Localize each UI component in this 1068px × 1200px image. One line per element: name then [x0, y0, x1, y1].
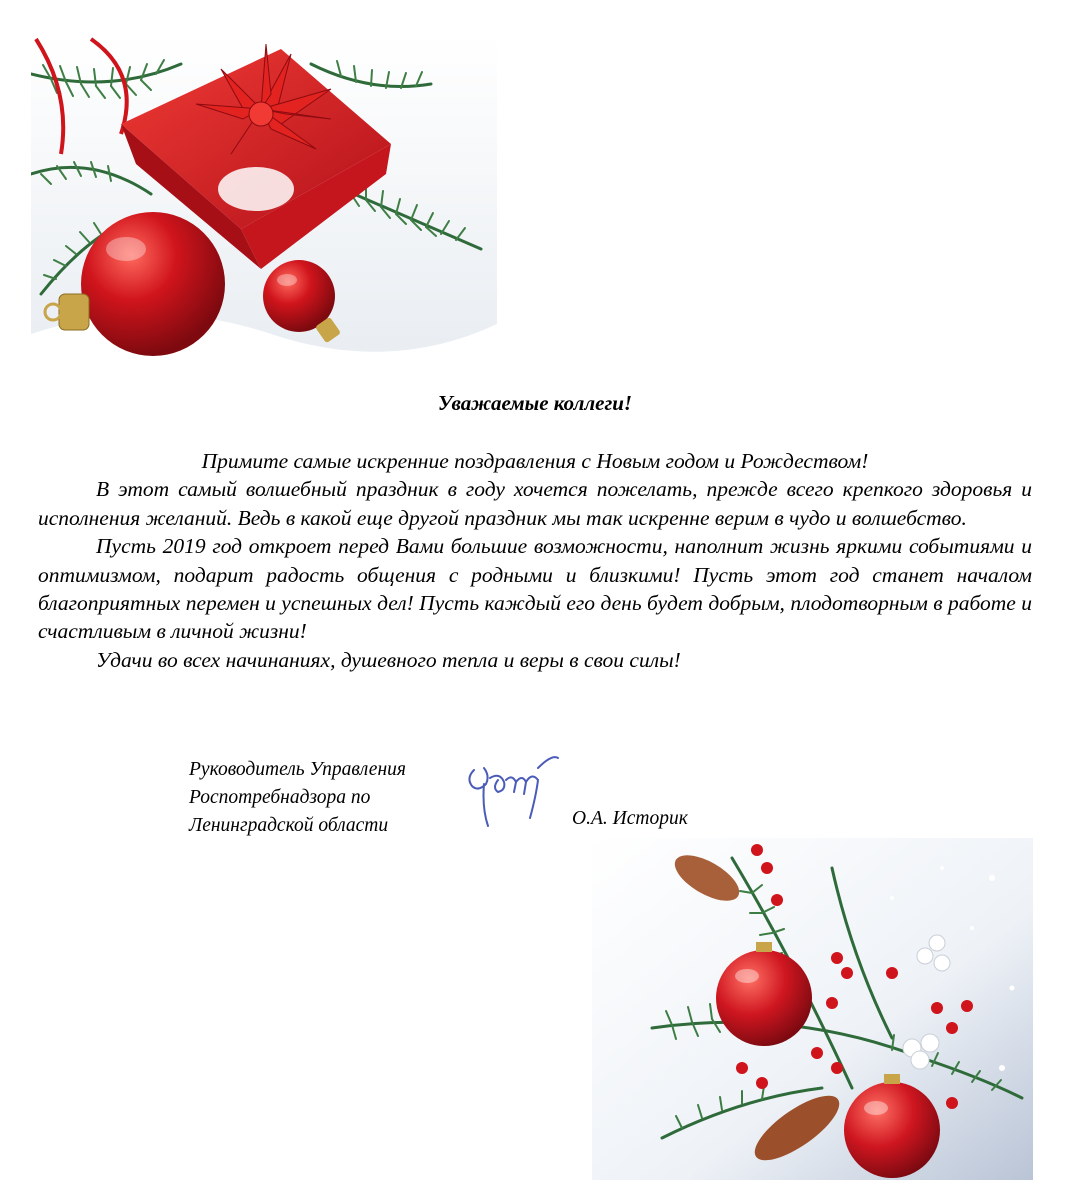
paragraph-congratulations: Примите самые искренние поздравления с Новым годом и Рождеством!: [201, 449, 869, 473]
bottom-christmas-branch-image: [592, 838, 1033, 1180]
top-christmas-gift-image: [31, 34, 497, 384]
paragraph-new-year: Пусть 2019 год откроет перед Вами большие возможности, наполнит жизнь яркими событиями и оптимизмом, подарит радость общения с родными и близкими! Пусть этот год станет началом благоприятных перемен и успешных дел! Пусть каждый его день будет добрым, плодотворным в работе и счастливым в личной жизни!: [38, 534, 1032, 644]
handwritten-signature-image: [460, 748, 570, 834]
position-line: Руководитель Управления: [189, 759, 406, 780]
position-line: Ленинградской области: [189, 815, 389, 836]
greeting-heading: Уважаемые коллеги!: [437, 391, 633, 415]
signer-position: [189, 756, 406, 840]
paragraph-wishes: В этот самый волшебный праздник в году хочется пожелать, прежде всего крепкого здоровья и исполнения желаний. Ведь в какой еще другой праздник мы так искренне верим в чудо и волшебство.: [38, 477, 1032, 530]
signer-name: О.А. Историк: [572, 808, 688, 829]
paragraph-closing: Удачи во всех начинаниях, душевного тепла и веры в свои силы!: [96, 647, 681, 672]
letter-body: [38, 447, 1032, 674]
position-line: Роспотребнадзора по: [189, 787, 371, 808]
